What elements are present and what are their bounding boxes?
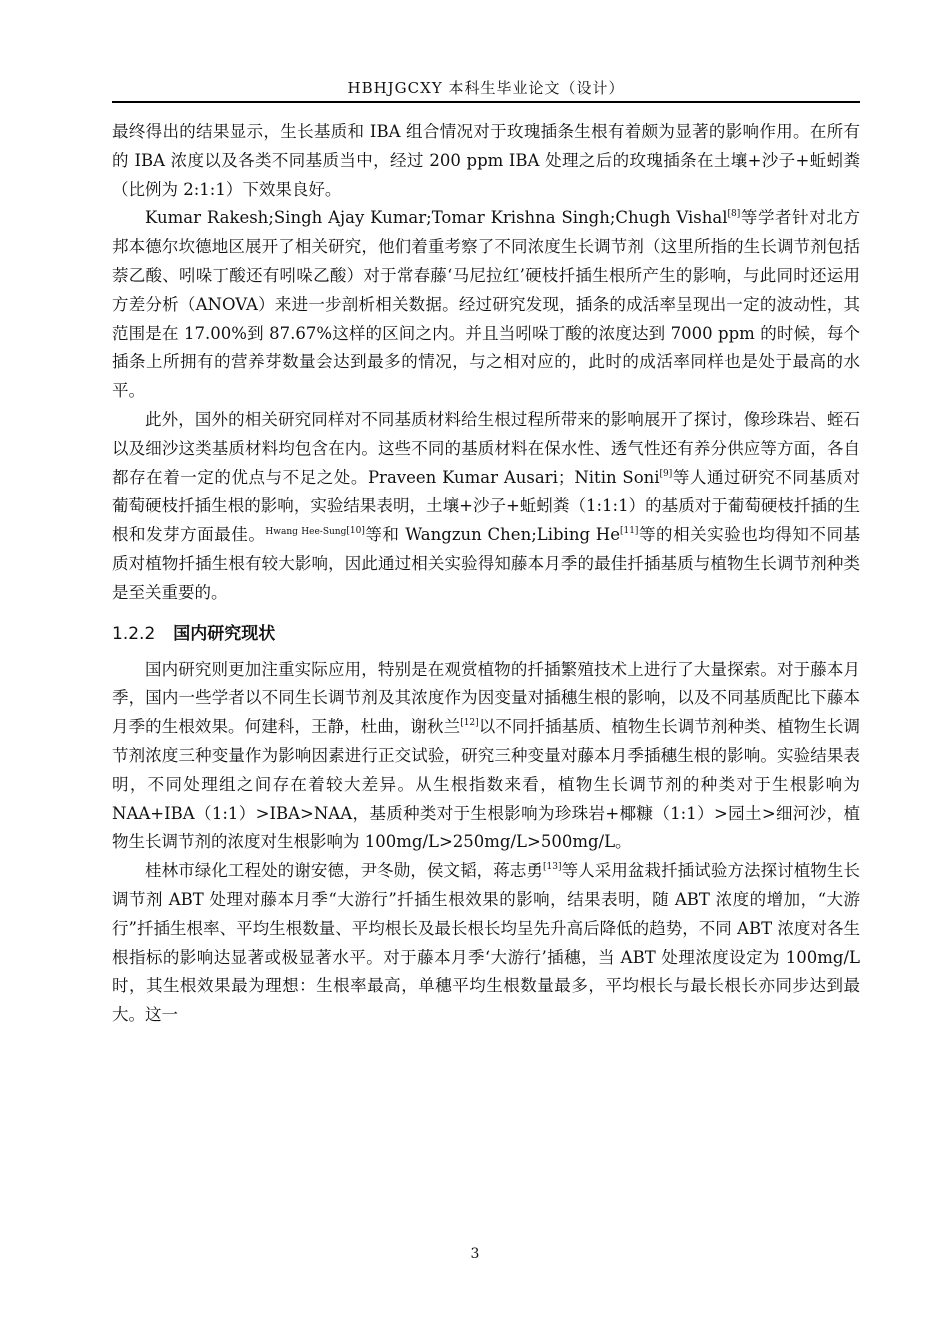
section-heading: [112, 622, 860, 646]
citation-13[interactable]: [13]: [543, 862, 562, 873]
citation-10[interactable]: [10]: [346, 526, 365, 537]
section-number: 1.2.2: [112, 623, 156, 644]
paragraph-3-small-author: Hwang Hee-Sung: [265, 527, 347, 538]
body-content: [112, 118, 860, 1030]
citation-11[interactable]: [11]: [619, 526, 639, 537]
paragraph-3-text-b: 等人通过研究不同基质对葡萄硬枝扦插生根的影响，实验结果表明，土壤+沙子+蚯蚓粪（1:1:1）的基质对于葡萄硬枝扦插的生根和发芽方面最佳。: [112, 467, 860, 545]
paragraph-1-text: 最终得出的结果显示，生长基质和 IBA 组合情况对于玫瑰插条生根有着颇为显著的影响作用。在所有的 IBA 浓度以及各类不同基质当中，经过 200 ppm IBA 处理之后的玫瑰插条在土壤+沙子+蚯蚓粪（比例为 2:1:1）下效果良好。: [112, 122, 860, 199]
paragraph-4-text-b: 以不同扦插基质、植物生长调节剂种类、植物生长调节剂浓度三种变量作为影响因素进行正交试验，研究三种变量对藤本月季插穗生根的影响。实验结果表明，不同处理组之间存在着较大差异。从生根指数来看，植物生长调节剂的种类对于生根影响为 NAA+IBA（1:1）>IBA>NAA，基质种类对于生根影响为珍珠岩+椰糠（1:1）>园土>细河沙，植物生长调节剂的浓度对生根影响为 100mg/L>250mg/L>500mg/L。: [112, 717, 861, 852]
paragraph-3-text-c: 等和 Wangzun Chen;Libing He: [364, 525, 620, 545]
paragraph-5-text-b: 等人采用盆栽扦插试验方法探讨植物生长调节剂 ABT 处理对藤本月季“大游行”扦插生根效果的影响，结果表明，随 ABT 浓度的增加，“大游行”扦插生根率、平均生根数量、平均根长及最长根长均呈先升高后降低的趋势，不同 ABT 浓度对各生根指标的影响达显著或极显著水平。对于藤本月季‘大游行’插穗，当 ABT 处理浓度设定为 100mg/L 时，其生根效果最为理想：生根率最高，单穗平均生根数量最多，平均根长与最长根长亦同步达到最大。这一: [112, 861, 861, 1025]
paragraph-1: [112, 118, 860, 204]
page-number: 3: [470, 1246, 480, 1262]
paragraph-3-text-a: 此外，国外的相关研究同样对不同基质材料给生根过程所带来的影响展开了探讨，像珍珠岩、蛭石以及细沙这类基质材料均包含在内。这些不同的基质材料在保水性、透气性还有养分供应等方面，各自都存在着一定的优点与不足之处。Praveen Kumar Ausari；Nitin Soni: [112, 409, 860, 487]
paragraph-2-authors: Kumar Rakesh;Singh Ajay Kumar;Tomar Krishna Singh;Chugh Vishal: [145, 208, 728, 228]
paragraph-2: [112, 204, 860, 406]
section-title: 国内研究现状: [173, 623, 276, 644]
paragraph-2-text: 等学者针对北方邦本德尔坎德地区展开了相关研究，他们着重考察了不同浓度生长调节剂（这里所指的生长调节剂包括萘乙酸、吲哚丁酸还有吲哚乙酸）对于常春藤‘马尼拉红’硬枝扦插生根所产生的影响，与此同时还运用方差分析（ANOVA）来进一步剖析相关数据。经过研究发现，插条的成活率呈现出一定的波动性，其范围是在 17.00%到 87.67%这样的区间之内。并且当吲哚丁酸的浓度达到 7000 ppm 的时候，每个插条上所拥有的营养芽数量会达到最多的情况，与之相对应的，此时的成活率同样也是处于最高的水平。: [112, 208, 860, 401]
paragraph-3: [112, 406, 860, 608]
paragraph-3-text-d: 等的相关实验也均得知不同基质对植物扦插生根有较大影响，因此通过相关实验得知藤本月季的最佳扦插基质与植物生长调节剂种类是至关重要的。: [112, 525, 861, 602]
citation-12[interactable]: [12]: [460, 718, 479, 729]
citation-9[interactable]: [9]: [659, 468, 673, 479]
paragraph-5-text-a: 桂林市绿化工程处的谢安德，尹冬勋，侯文韬，蒋志勇: [145, 861, 544, 881]
page-header: HBHJGCXY 本科生毕业论文（设计）: [347, 79, 625, 97]
header-rule: [112, 101, 860, 103]
paragraph-4: [112, 656, 860, 858]
paragraph-5: [112, 857, 860, 1030]
paragraph-4-text-a: 国内研究则更加注重实际应用，特别是在观赏植物的扦插繁殖技术上进行了大量探索。对于藤本月季，国内一些学者以不同生长调节剂及其浓度作为因变量对插穗生根的影响，以及不同基质配比下藤本月季的生根效果。何建科，王静，杜曲，谢秋兰: [112, 659, 860, 737]
citation-8[interactable]: [8]: [727, 209, 741, 220]
